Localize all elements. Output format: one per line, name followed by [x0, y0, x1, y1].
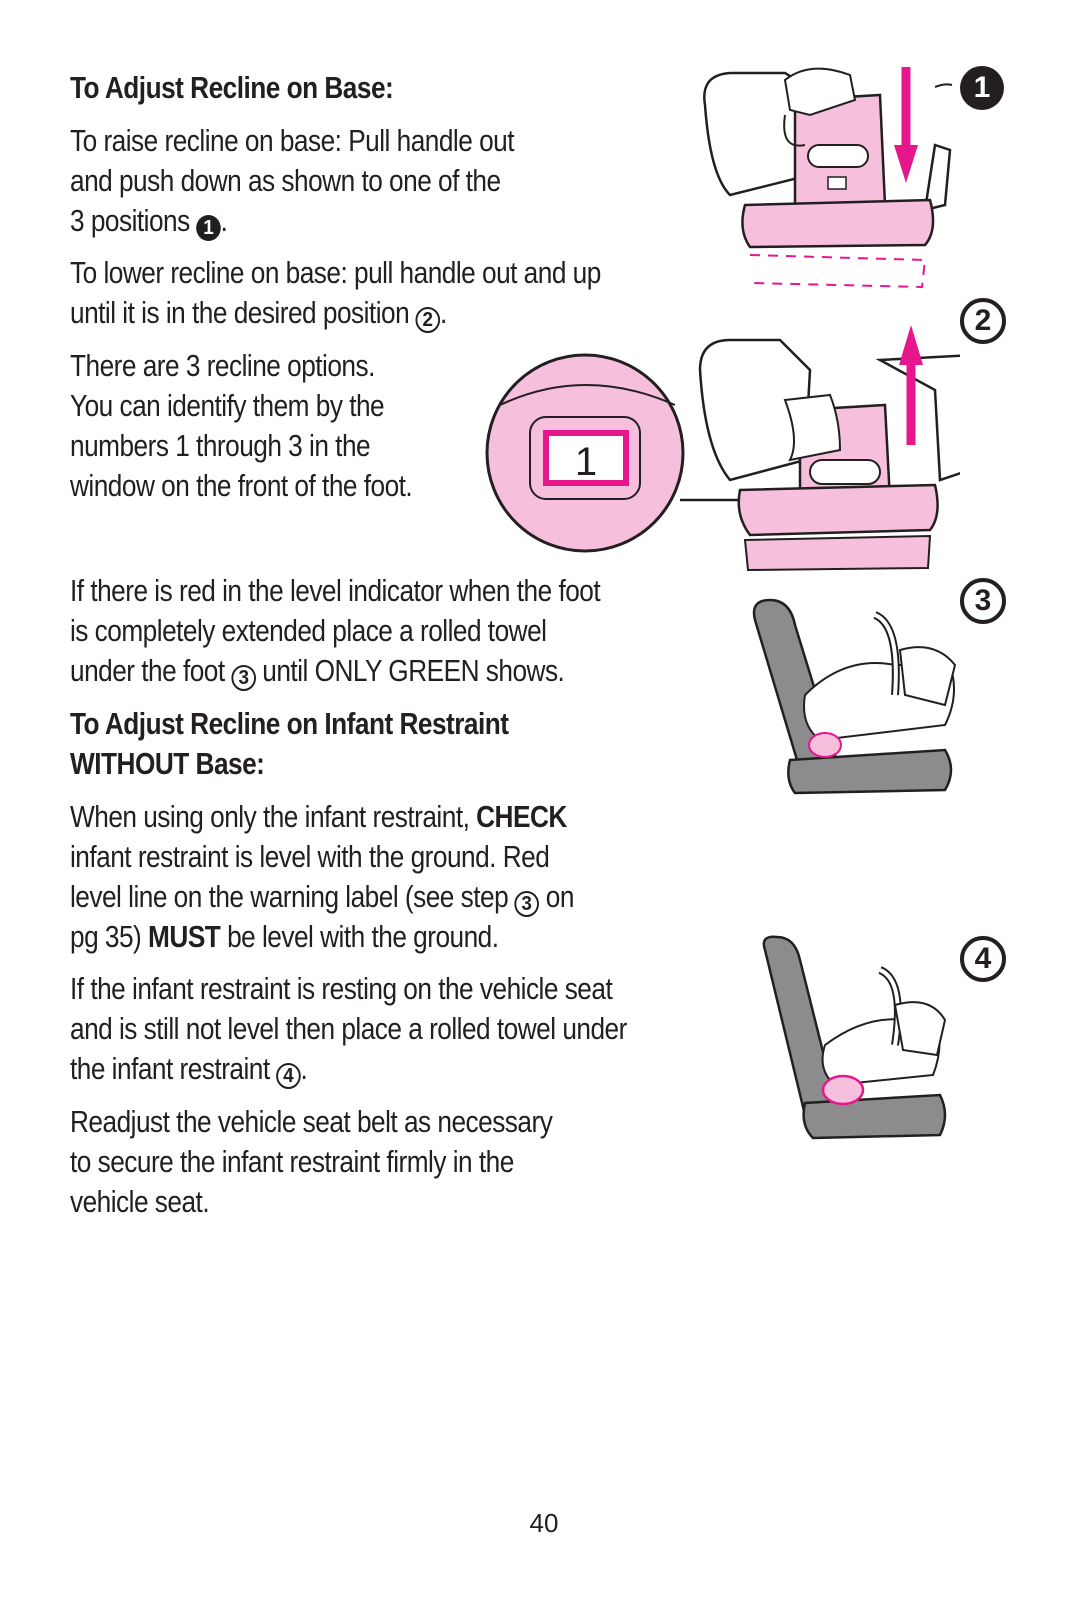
infant-seat-towel-illustration: [755, 935, 950, 1145]
level-line-2: is completely extended place a rolled towel: [70, 614, 547, 648]
step-badge-4: 4: [960, 936, 1006, 982]
options-line-2: You can identify them by the: [70, 389, 385, 423]
step-ref-2: 2: [416, 307, 441, 333]
step-ref-3: 3: [231, 665, 256, 691]
readjust-line-1: Readjust the vehicle seat belt as necessary: [70, 1105, 553, 1139]
step-ref-1: 1: [196, 215, 221, 241]
towel-line-3-text: the infant restraint: [70, 1052, 270, 1086]
heading-infant-restraint-1: To Adjust Recline on Infant Restraint: [70, 707, 509, 741]
towel-line-3: [70, 1049, 307, 1089]
options-line-1: There are 3 recline options.: [70, 349, 375, 383]
step-badge-2: 2: [960, 298, 1006, 344]
check-line-4b: be level with the ground.: [220, 920, 499, 954]
check-line-3: [70, 877, 574, 917]
raise-line-3-text: 3 positions: [70, 204, 190, 238]
check-line-4: [70, 917, 499, 957]
options-line-3: numbers 1 through 3 in the: [70, 429, 371, 463]
window-number: 1: [574, 440, 598, 484]
check-line-3a: level line on the warning label (see step: [70, 880, 515, 914]
check-line-1: [70, 797, 567, 837]
level-line-3b: until ONLY GREEN shows.: [255, 654, 565, 688]
check-line-1a: When using only the infant restraint,: [70, 800, 477, 834]
must-bold: MUST: [148, 920, 221, 954]
step-ref-3b: 3: [515, 891, 540, 917]
raise-period: .: [220, 204, 228, 238]
base-push-down-illustration: [690, 55, 960, 295]
check-line-3b: on: [539, 880, 574, 914]
heading-adjust-recline-base: To Adjust Recline on Base:: [70, 71, 394, 105]
level-line-3: [70, 651, 564, 691]
readjust-line-3: vehicle seat.: [70, 1185, 210, 1219]
raise-line-3: [70, 201, 227, 241]
level-line-1: If there is red in the level indicator when the foot: [70, 574, 601, 608]
lower-line-2-text: until it is in the desired position: [70, 296, 410, 330]
infant-seat-level-illustration: [745, 595, 970, 800]
heading-infant-restraint-2: WITHOUT Base:: [70, 747, 265, 781]
lower-period: .: [440, 296, 447, 330]
towel-line-2: and is still not level then place a rolled towel under: [70, 1012, 627, 1046]
base-lift-up-illustration: [690, 300, 960, 580]
step-ref-4: 4: [276, 1063, 301, 1089]
check-bold: CHECK: [476, 800, 567, 834]
lower-line-1: To lower recline on base: pull handle out and up: [70, 256, 601, 290]
raise-line-1: To raise recline on base: Pull handle out: [70, 124, 515, 158]
readjust-line-2: to secure the infant restraint firmly in the: [70, 1145, 514, 1179]
step-badge-1: 1: [960, 66, 1004, 110]
step-badge-3: 3: [960, 578, 1006, 624]
page-number: 40: [529, 1508, 559, 1538]
towel-line-1: If the infant restraint is resting on the vehicle seat: [70, 972, 613, 1006]
level-line-3a: under the foot: [70, 654, 225, 688]
check-line-2: infant restraint is level with the ground. Red: [70, 840, 550, 874]
lower-line-2: [70, 293, 447, 333]
towel-period: .: [300, 1052, 308, 1086]
options-line-4: window on the front of the foot.: [70, 469, 413, 503]
check-line-4a: pg 35): [70, 920, 149, 954]
raise-line-2: and push down as shown to one of the: [70, 164, 501, 198]
